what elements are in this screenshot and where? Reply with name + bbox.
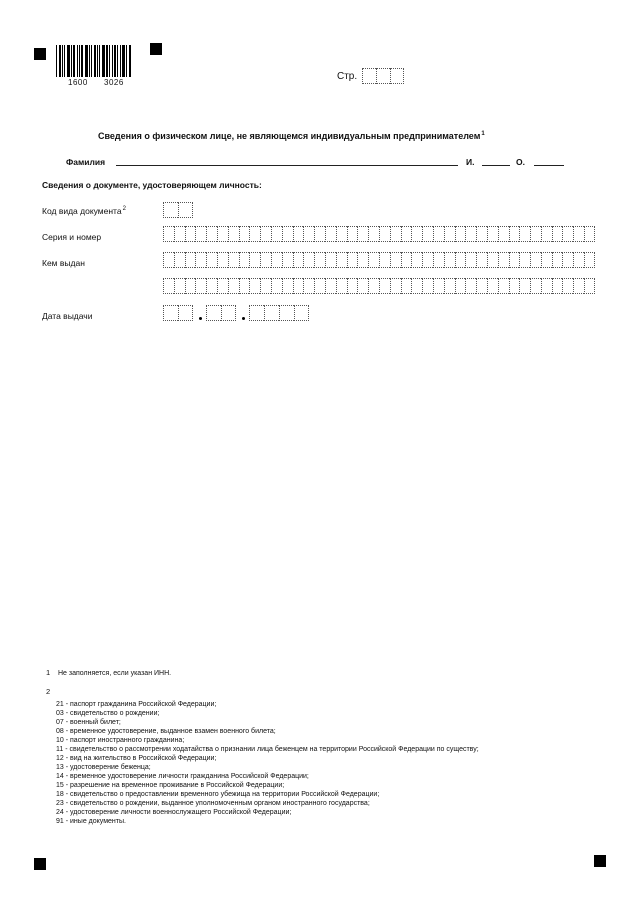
entry-cell[interactable]: [411, 226, 422, 242]
entry-cell[interactable]: [347, 226, 358, 242]
doc-type-list-item: 11 - свидетельство о рассмотрении ходатайства о признании лица беженцем на территории Российской Федерации по существу;: [56, 746, 479, 753]
entry-cell[interactable]: [455, 278, 466, 294]
entry-cell[interactable]: [260, 252, 271, 268]
entry-cell[interactable]: [195, 226, 206, 242]
entry-cell[interactable]: [455, 252, 466, 268]
issue-date-day-cells[interactable]: [163, 305, 193, 321]
doc-code-label-text: Код вида документа: [42, 206, 122, 216]
barcode-bar: [77, 45, 78, 77]
barcode-bar: [79, 45, 80, 77]
doc-type-list-item: 23 - свидетельство о рождении, выданное уполномоченным органом иностранного государства;: [56, 800, 370, 807]
doc-type-list-item: 08 - временное удостоверение, выданное взамен военного билета;: [56, 728, 276, 735]
entry-cell[interactable]: [541, 252, 552, 268]
entry-cell[interactable]: [519, 278, 530, 294]
entry-cell[interactable]: [260, 278, 271, 294]
barcode-bar: [89, 45, 90, 77]
barcode-bar: [67, 45, 70, 77]
entry-cell[interactable]: [401, 226, 412, 242]
barcode-number-left: 1600: [68, 78, 88, 87]
entry-cell[interactable]: [498, 226, 509, 242]
entry-cell[interactable]: [411, 252, 422, 268]
barcode-bar: [129, 45, 131, 77]
footnote-2-number: 2: [46, 687, 51, 696]
doc-type-list-item: 14 - временное удостоверение личности гражданина Российской Федерации;: [56, 773, 309, 780]
entry-cell[interactable]: [444, 252, 455, 268]
barcode-bar: [114, 45, 116, 77]
doc-type-list-item: 12 - вид на жительство в Российской Федерации;: [56, 755, 217, 762]
doc-section-heading: Сведения о документе, удостоверяющем личность:: [42, 180, 262, 190]
entry-cell[interactable]: [239, 226, 250, 242]
surname-label: Фамилия: [66, 157, 106, 167]
entry-cell[interactable]: [379, 226, 390, 242]
entry-cell[interactable]: [509, 252, 520, 268]
barcode-bar: [109, 45, 110, 77]
surname-field[interactable]: [116, 165, 458, 166]
entry-cell[interactable]: [239, 278, 250, 294]
barcode-bar: [71, 45, 72, 77]
entry-cell[interactable]: [368, 226, 379, 242]
barcode-bar: [117, 45, 118, 77]
entry-cell[interactable]: [519, 226, 530, 242]
entry-cell[interactable]: [336, 278, 347, 294]
entry-cell[interactable]: [476, 278, 487, 294]
entry-cell[interactable]: [325, 278, 336, 294]
entry-cell[interactable]: [379, 278, 390, 294]
entry-cell[interactable]: [347, 252, 358, 268]
doc-type-list-item: 91 - иные документы.: [56, 818, 126, 825]
middle-initial-label: О.: [516, 157, 525, 167]
entry-cell[interactable]: [509, 226, 520, 242]
entry-cell[interactable]: [228, 278, 239, 294]
entry-cell[interactable]: [185, 278, 196, 294]
doc-type-list-item: 07 - военный билет;: [56, 719, 121, 726]
doc-code-cells[interactable]: [163, 202, 193, 218]
series-number-label: Серия и номер: [42, 232, 102, 242]
entry-cell[interactable]: [562, 252, 573, 268]
entry-cell[interactable]: [217, 226, 228, 242]
entry-cell[interactable]: [584, 226, 595, 242]
entry-cell[interactable]: [476, 226, 487, 242]
entry-cell[interactable]: [444, 226, 455, 242]
entry-cell[interactable]: [401, 278, 412, 294]
entry-cell[interactable]: [217, 252, 228, 268]
issued-by-cells-line1[interactable]: [163, 252, 595, 268]
entry-cell[interactable]: [584, 278, 595, 294]
entry-cell[interactable]: [487, 226, 498, 242]
entry-cell[interactable]: [174, 252, 185, 268]
entry-cell[interactable]: [562, 226, 573, 242]
entry-cell[interactable]: [465, 226, 476, 242]
entry-cell[interactable]: [465, 252, 476, 268]
entry-cell[interactable]: [163, 278, 174, 294]
first-initial-label: И.: [466, 157, 475, 167]
barcode-bar: [64, 45, 65, 77]
barcode-bar: [122, 45, 125, 77]
barcode-bar: [85, 45, 88, 77]
barcode-bar: [73, 45, 75, 77]
entry-cell[interactable]: [541, 278, 552, 294]
entry-cell[interactable]: [228, 252, 239, 268]
date-separator-dot: [242, 317, 245, 320]
entry-cell[interactable]: [325, 226, 336, 242]
date-separator-dot: [199, 317, 202, 320]
corner-marker-top-left: [34, 48, 46, 60]
entry-cell[interactable]: [368, 252, 379, 268]
series-number-cells[interactable]: [163, 226, 595, 242]
entry-cell[interactable]: [487, 252, 498, 268]
barcode-bar: [62, 45, 63, 77]
barcode-bar: [120, 45, 121, 77]
entry-cell[interactable]: [357, 226, 368, 242]
doc-type-list-item: 21 - паспорт гражданина Российской Федерации;: [56, 701, 217, 708]
entry-cell[interactable]: [357, 252, 368, 268]
entry-cell[interactable]: [541, 226, 552, 242]
entry-cell[interactable]: [336, 226, 347, 242]
barcode-bar: [102, 45, 105, 77]
barcode-bar: [99, 45, 100, 77]
entry-cell[interactable]: [293, 252, 304, 268]
barcode-bar: [106, 45, 108, 77]
doc-type-list-item: 03 - свидетельство о рождении;: [56, 710, 160, 717]
entry-cell[interactable]: [282, 252, 293, 268]
entry-cell[interactable]: [357, 278, 368, 294]
entry-cell[interactable]: [401, 252, 412, 268]
entry-cell[interactable]: [487, 278, 498, 294]
barcode-bar: [126, 45, 127, 77]
entry-cell[interactable]: [249, 278, 260, 294]
entry-cell[interactable]: [455, 226, 466, 242]
entry-cell[interactable]: [498, 278, 509, 294]
entry-cell[interactable]: [368, 278, 379, 294]
entry-cell[interactable]: [249, 226, 260, 242]
entry-cell[interactable]: [174, 226, 185, 242]
entry-cell[interactable]: [303, 278, 314, 294]
corner-marker-bottom-left: [34, 858, 46, 870]
entry-cell[interactable]: [379, 252, 390, 268]
entry-cell[interactable]: [433, 278, 444, 294]
doc-code-footnote-ref: 2: [122, 206, 126, 212]
entry-cell[interactable]: [303, 252, 314, 268]
barcode-bar: [112, 45, 113, 77]
entry-cell[interactable]: [573, 252, 584, 268]
entry-cell[interactable]: [347, 278, 358, 294]
doc-type-list-item: 18 - свидетельство о предоставлении временного убежища на территории Российской Федерации;: [56, 791, 380, 798]
entry-cell[interactable]: [293, 226, 304, 242]
barcode-bar: [56, 45, 57, 77]
first-initial-field[interactable]: [482, 165, 510, 166]
entry-cell[interactable]: [422, 226, 433, 242]
entry-cell[interactable]: [530, 226, 541, 242]
entry-cell[interactable]: [228, 226, 239, 242]
barcode-bar: [81, 45, 83, 77]
entry-cell[interactable]: [584, 252, 595, 268]
entry-cell[interactable]: [195, 278, 206, 294]
entry-cell[interactable]: [390, 226, 401, 242]
entry-cell[interactable]: [422, 252, 433, 268]
entry-cell[interactable]: [271, 278, 282, 294]
entry-cell[interactable]: [552, 278, 563, 294]
entry-cell[interactable]: [336, 252, 347, 268]
doc-type-list-item: 13 - удостоверение беженца;: [56, 764, 151, 771]
entry-cell[interactable]: [314, 226, 325, 242]
entry-cell[interactable]: [249, 252, 260, 268]
entry-cell[interactable]: [509, 278, 520, 294]
entry-cell[interactable]: [411, 278, 422, 294]
footnote-1-number: 1: [46, 668, 51, 677]
entry-cell[interactable]: [573, 278, 584, 294]
barcode-bar: [91, 45, 92, 77]
doc-type-list-item: 10 - паспорт иностранного гражданина;: [56, 737, 185, 744]
entry-cell[interactable]: [163, 226, 174, 242]
footnote-2-list: [56, 700, 616, 826]
page-label: Стр.: [337, 71, 358, 82]
entry-cell[interactable]: [282, 278, 293, 294]
entry-cell[interactable]: [433, 252, 444, 268]
entry-cell[interactable]: [552, 226, 563, 242]
doc-code-label: [42, 206, 126, 216]
entry-cell[interactable]: [217, 278, 228, 294]
entry-cell[interactable]: [260, 226, 271, 242]
entry-cell[interactable]: [562, 278, 573, 294]
entry-cell[interactable]: [498, 252, 509, 268]
barcode-bar: [97, 45, 98, 77]
barcode-bar: [94, 45, 96, 77]
entry-cell[interactable]: [206, 252, 217, 268]
entry-cell[interactable]: [195, 252, 206, 268]
issued-by-cells-line2[interactable]: [163, 278, 595, 294]
entry-cell[interactable]: [519, 252, 530, 268]
entry-cell[interactable]: [293, 278, 304, 294]
footnote-1-text: Не заполняется, если указан ИНН.: [58, 670, 172, 677]
corner-marker-top-right: [150, 43, 162, 55]
middle-initial-field[interactable]: [534, 165, 564, 166]
entry-cell[interactable]: [444, 278, 455, 294]
issue-date-year-cells[interactable]: [249, 305, 309, 321]
entry-cell[interactable]: [314, 278, 325, 294]
barcode-bar: [59, 45, 61, 77]
entry-cell[interactable]: [390, 278, 401, 294]
doc-type-list-item: 24 - удостоверение личности военнослужащего Российской Федерации;: [56, 809, 292, 816]
title-footnote-ref: 1: [481, 131, 485, 137]
entry-cell[interactable]: [163, 252, 174, 268]
barcode-number-right: 3026: [104, 78, 124, 87]
entry-cell[interactable]: [185, 252, 196, 268]
entry-cell[interactable]: [303, 226, 314, 242]
entry-cell[interactable]: [314, 252, 325, 268]
entry-cell[interactable]: [271, 252, 282, 268]
issue-date-label: Дата выдачи: [42, 311, 93, 321]
entry-cell[interactable]: [390, 252, 401, 268]
entry-cell[interactable]: [206, 226, 217, 242]
section-title: [98, 131, 485, 141]
entry-cell[interactable]: [282, 226, 293, 242]
section-title-text: Сведения о физическом лице, не являющемся индивидуальным предпринимателем: [98, 131, 481, 141]
entry-cell[interactable]: [325, 252, 336, 268]
entry-cell[interactable]: [476, 252, 487, 268]
doc-type-list-item: 15 - разрешение на временное проживание в Российской Федерации;: [56, 782, 285, 789]
entry-cell[interactable]: [271, 226, 282, 242]
entry-cell[interactable]: [530, 278, 541, 294]
entry-cell[interactable]: [174, 278, 185, 294]
entry-cell[interactable]: [422, 278, 433, 294]
issue-date-month-cells[interactable]: [206, 305, 236, 321]
entry-cell[interactable]: [552, 252, 563, 268]
barcode: [56, 45, 134, 77]
entry-cell[interactable]: [465, 278, 476, 294]
entry-cell[interactable]: [530, 252, 541, 268]
corner-marker-bottom-right: [594, 855, 606, 867]
entry-cell[interactable]: [433, 226, 444, 242]
entry-cell[interactable]: [185, 226, 196, 242]
entry-cell[interactable]: [239, 252, 250, 268]
entry-cell[interactable]: [206, 278, 217, 294]
page-number-cells[interactable]: [362, 68, 404, 84]
entry-cell[interactable]: [573, 226, 584, 242]
issued-by-label: Кем выдан: [42, 258, 85, 268]
